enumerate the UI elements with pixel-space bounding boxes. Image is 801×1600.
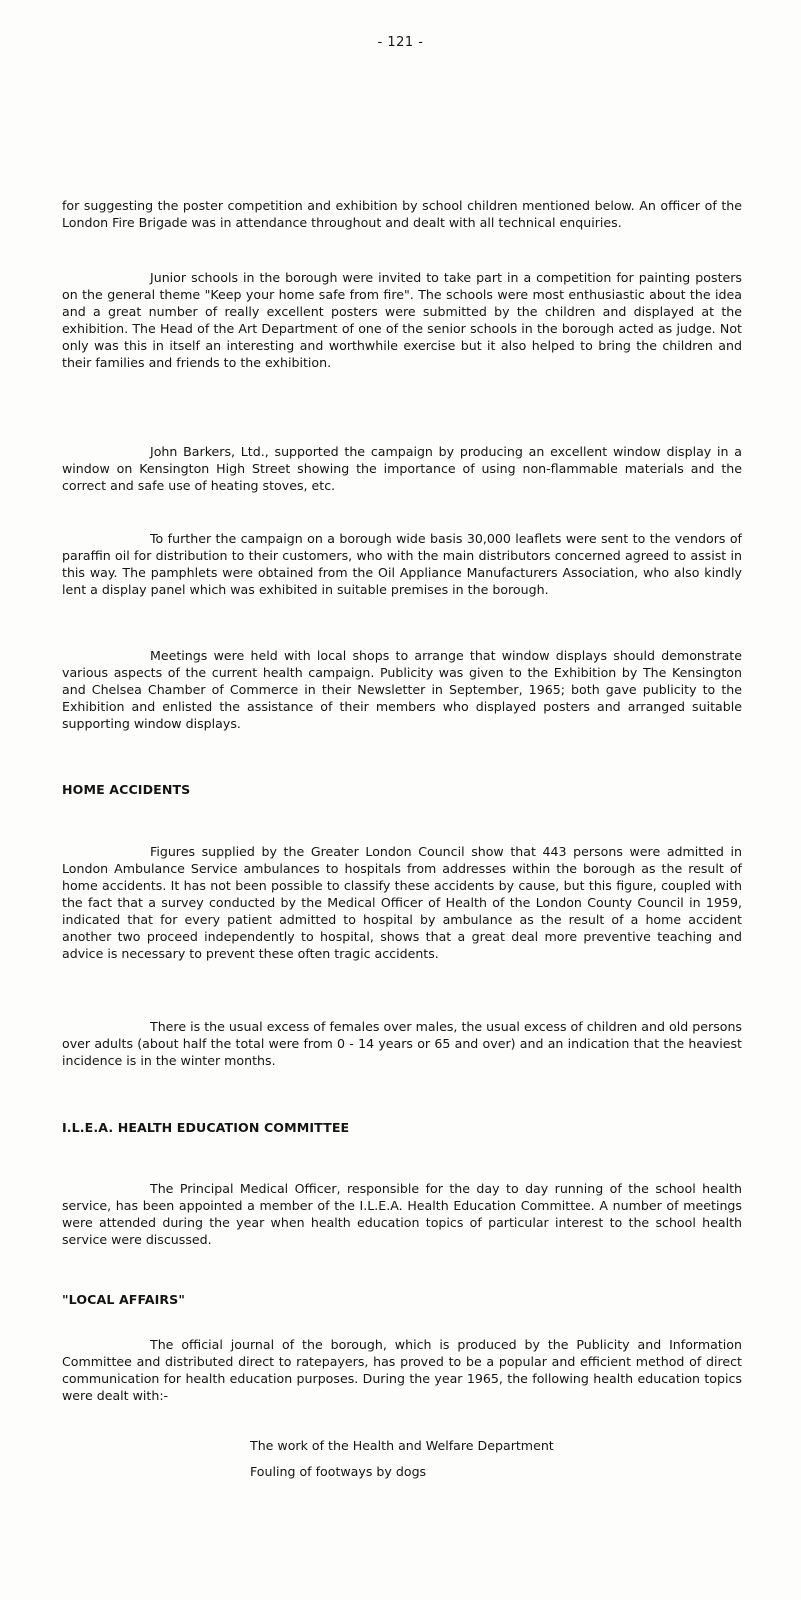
heading-ilea-committee: I.L.E.A. HEALTH EDUCATION COMMITTEE — [62, 1120, 350, 1135]
paragraph-excess-of-females: There is the usual excess of females over males, the usual excess of children and old persons over adults (about half the total were from 0 - 14 years or 65 and over) and an indication that the heaviest incidence is in the winter months. — [62, 1019, 742, 1068]
paragraph-home-accidents-figures: Figures supplied by the Greater London Council show that 443 persons were admitted in London Ambulance Service ambulances to hospitals from addresses within the borough as the result of home accidents. It has not been possible to classify these accidents by cause, but this figure, coupled with the fact that a survey conducted by the Medical Officer of Health of the London County Council in 1959, indicated that for every patient admitted to hospital by ambulance as the result of a home accident another two proceed independently to hospital, shows that a great deal more preventive teaching and advice is necessary to prevent these often tragic accidents. — [62, 844, 742, 961]
paragraph-official-journal: The official journal of the borough, which is produced by the Publicity and Information Committee and distributed direct to ratepayers, has proved to be a popular and efficient method of direct communication for health education purposes. During the year 1965, the following health education topics were dealt with:- — [62, 1337, 742, 1403]
paragraph-principal-medical-officer: The Principal Medical Officer, responsible for the day to day running of the school health service, has been appointed a member of the I.L.E.A. Health Education Committee. A number of meetings were attended during the year when health education topics of particular interest to the school health service were discussed. — [62, 1181, 742, 1247]
heading-home-accidents: HOME ACCIDENTS — [62, 782, 191, 797]
topic-item: Fouling of footways by dogs — [250, 1464, 427, 1479]
page-number: - 121 - — [377, 35, 424, 50]
paragraph-junior-schools: Junior schools in the borough were invited to take part in a competition for painting posters on the general theme "Keep your home safe from fire". The schools were most enthusiastic about the idea and a great number of really excellent posters were submitted by the children and displayed at the exhibition. The Head of the Art Department of one of the senior schools in the borough acted as judge. Not only was this in itself an interesting and worthwhile exercise but it also helped to bring the children and their families and friends to the exhibition. — [62, 270, 742, 370]
paragraph-john-barkers: John Barkers, Ltd., supported the campaign by producing an excellent window display in a window on Kensington High Street showing the importance of using non-flammable materials and the correct and safe use of heating stoves, etc. — [62, 444, 742, 493]
paragraph-meetings-with-shops: Meetings were held with local shops to arrange that window displays should demonstrate various aspects of the current health campaign. Publicity was given to the Exhibition by The Kensington and Chelsea Chamber of Commerce in their Newsletter in September, 1965; both gave publicity to the Exhibition and enlisted the assistance of their members who displayed posters and arranged suitable supporting window displays. — [62, 648, 742, 731]
paragraph-leaflets: To further the campaign on a borough wide basis 30,000 leaflets were sent to the vendors of paraffin oil for distribution to their customers, who with the main distributors concerned agreed to assist in this way. The pamphlets were obtained from the Oil Appliance Manufacturers Association, who also kindly lent a display panel which was exhibited in suitable premises in the borough. — [62, 531, 742, 597]
paragraph-poster-competition-intro: for suggesting the poster competition and exhibition by school children mentioned below. An officer of the London Fire Brigade was in attendance throughout and dealt with all technical enquiries. — [62, 198, 742, 230]
topic-item: The work of the Health and Welfare Department — [250, 1438, 554, 1453]
heading-local-affairs: "LOCAL AFFAIRS" — [62, 1292, 186, 1307]
